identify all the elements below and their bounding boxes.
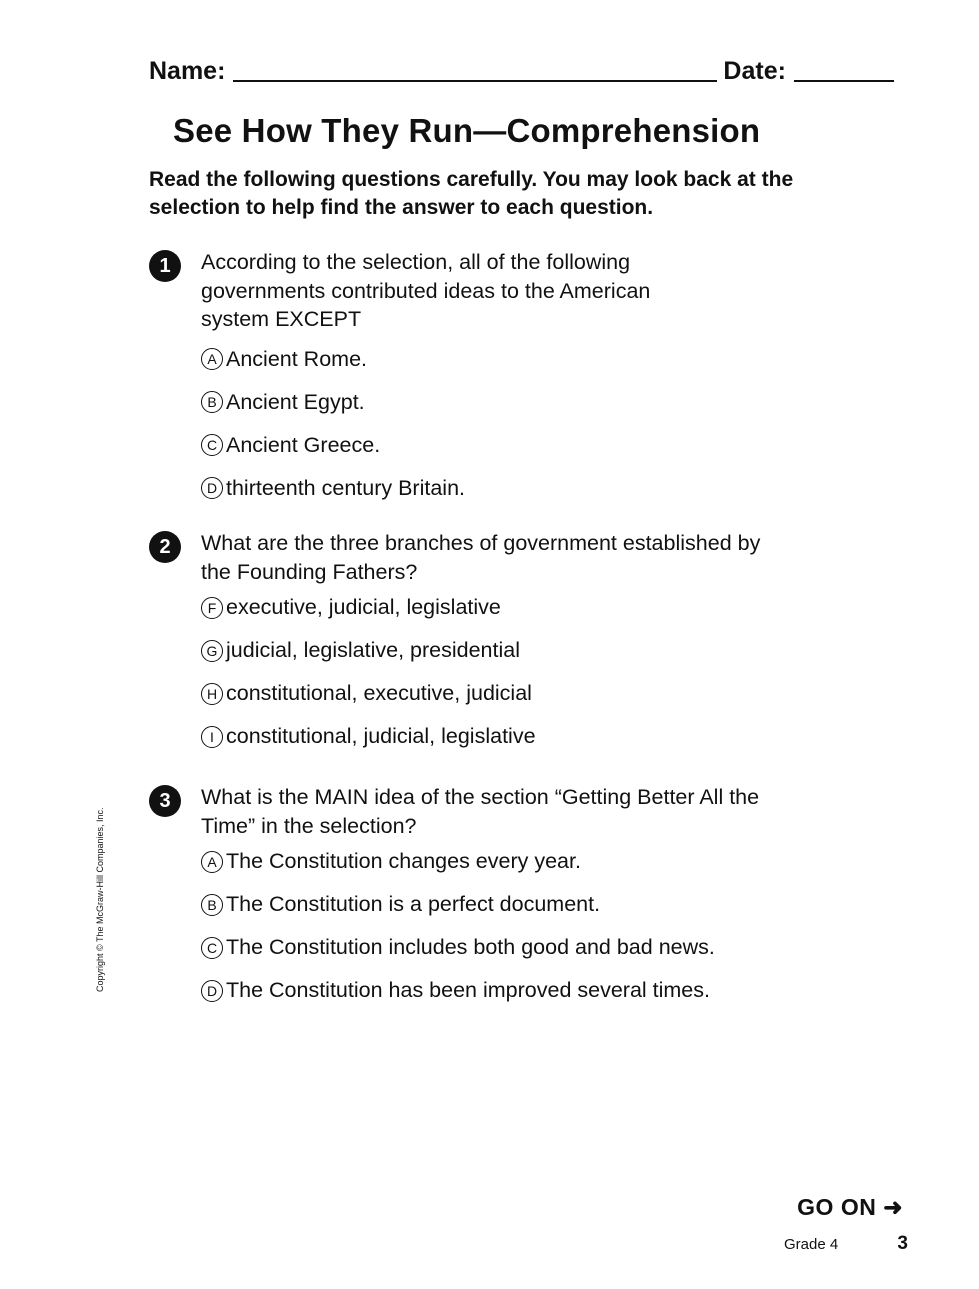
answer-options bbox=[201, 338, 789, 510]
answer-bubble[interactable]: G bbox=[201, 640, 223, 662]
go-on-indicator: GO ON ➜ bbox=[797, 1194, 903, 1220]
answer-option[interactable] bbox=[201, 840, 789, 883]
answer-text: The Constitution is a perfect document. bbox=[226, 892, 601, 916]
answer-text: executive, judicial, legislative bbox=[226, 595, 501, 619]
answer-option[interactable] bbox=[201, 672, 789, 715]
answer-text: The Constitution includes both good and bad news. bbox=[226, 935, 715, 959]
answer-bubble[interactable]: B bbox=[201, 391, 223, 413]
question-text: What are the three branches of government established by the Founding Fathers? bbox=[201, 531, 761, 584]
answer-option[interactable] bbox=[201, 586, 789, 629]
answer-option[interactable] bbox=[201, 883, 789, 926]
answer-bubble[interactable]: C bbox=[201, 937, 223, 959]
date-label: Date: bbox=[723, 57, 786, 85]
name-label: Name: bbox=[149, 57, 226, 85]
question-text: What is the MAIN idea of the section “Getting Better All the Time” in the selection? bbox=[201, 785, 760, 838]
page-footer bbox=[784, 1233, 908, 1255]
answer-bubble[interactable]: D bbox=[201, 980, 223, 1002]
answer-bubble[interactable]: A bbox=[201, 851, 223, 873]
answer-option[interactable] bbox=[201, 381, 789, 424]
question-number: 1 bbox=[149, 250, 181, 282]
answer-text: judicial, legislative, presidential bbox=[226, 638, 520, 662]
answer-bubble[interactable]: C bbox=[201, 434, 223, 456]
answer-text: constitutional, judicial, legislative bbox=[226, 724, 536, 748]
name-date-header bbox=[149, 52, 903, 86]
answer-text: The Constitution has been improved several times. bbox=[226, 978, 710, 1002]
answer-option[interactable] bbox=[201, 715, 789, 758]
answer-text: Ancient Egypt. bbox=[226, 389, 365, 414]
answer-options bbox=[201, 840, 789, 1012]
answer-option[interactable] bbox=[201, 424, 789, 467]
name-field[interactable] bbox=[233, 54, 717, 82]
answer-option[interactable] bbox=[201, 467, 789, 510]
question-text: According to the selection, all of the following governments contributed ideas to the American system EXCEPT bbox=[201, 250, 651, 331]
question-3 bbox=[149, 783, 789, 1012]
answer-bubble[interactable]: B bbox=[201, 894, 223, 916]
answer-text: The Constitution changes every year. bbox=[226, 849, 581, 873]
answer-option[interactable] bbox=[201, 629, 789, 672]
grade-label: Grade 4 bbox=[784, 1235, 839, 1253]
question-1 bbox=[149, 248, 789, 510]
copyright-notice: Copyright © The McGraw-Hill Companies, Inc. bbox=[95, 807, 105, 992]
answer-option[interactable] bbox=[201, 969, 789, 1012]
answer-text: constitutional, executive, judicial bbox=[226, 681, 532, 705]
answer-option[interactable] bbox=[201, 338, 789, 381]
page-number: 3 bbox=[897, 1233, 908, 1254]
question-2 bbox=[149, 529, 789, 758]
answer-bubble[interactable]: D bbox=[201, 477, 223, 499]
answer-text: Ancient Rome. bbox=[226, 346, 368, 371]
answer-bubble[interactable]: H bbox=[201, 683, 223, 705]
question-number: 2 bbox=[149, 531, 181, 563]
answer-options bbox=[201, 586, 789, 758]
answer-text: thirteenth century Britain. bbox=[226, 475, 466, 500]
instructions: Read the following questions carefully. You may look back at the selection to help find the answer to each question. bbox=[149, 168, 794, 219]
question-number: 3 bbox=[149, 785, 181, 817]
answer-bubble[interactable]: F bbox=[201, 597, 223, 619]
page-title: See How They Run—Comprehension bbox=[173, 112, 761, 149]
answer-text: Ancient Greece. bbox=[226, 432, 381, 457]
answer-bubble[interactable]: I bbox=[201, 726, 223, 748]
answer-option[interactable] bbox=[201, 926, 789, 969]
answer-bubble[interactable]: A bbox=[201, 348, 223, 370]
date-field[interactable] bbox=[794, 54, 894, 82]
